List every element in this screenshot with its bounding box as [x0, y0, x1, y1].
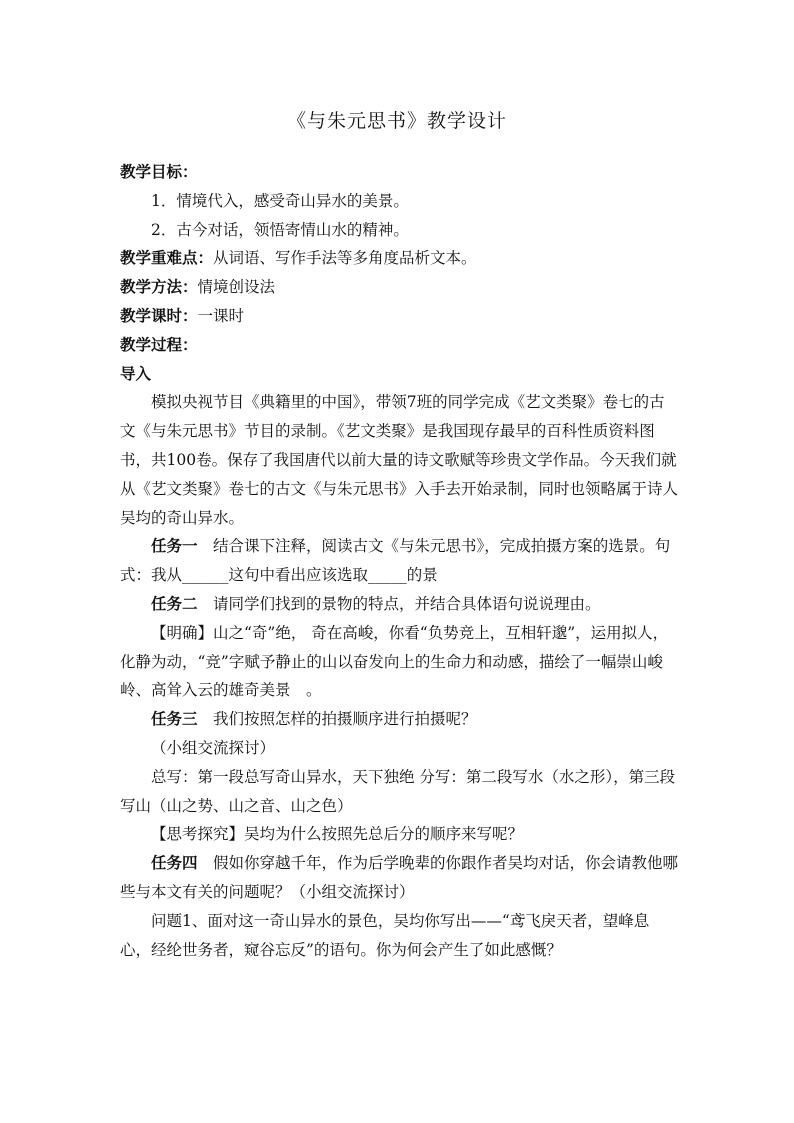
difficulty-line: [120, 244, 680, 273]
intro-paragraph: 模拟央视节目《典籍里的中国》，带领7班的同学完成《艺文类聚》卷七的古文《与朱元思书》节目的录制。《艺文类聚》是我国现存最早的百科性质资料图书，共100卷。保存了我国唐代以前大量的诗文歌赋等珍贵文学作品。今天我们就从《艺文类聚》卷七的古文《与朱元思书》入手去开始录制，同时也领略属于诗人吴均的奇山异水。: [120, 393, 679, 527]
clarify-paragraph: 【明确】山之“奇”绝， 奇在高峻，你看“负势竞上，互相轩邈”，运用拟人，化静为动，“竞”字赋予静止的山以奋发向上的生命力和动感，描绘了一幅崇山峻岭、高耸入云的雄奇美景 。: [120, 623, 669, 700]
hours-line: [120, 302, 680, 331]
page-title: 《与朱元思书》教学设计: [286, 110, 507, 132]
explore-paragraph: 【思考探究】吴均为什么按照先总后分的顺序来写呢？: [151, 825, 524, 844]
document-body: [120, 158, 680, 964]
task3-paragraph: [120, 705, 680, 734]
hours-label: 教学课时：: [120, 305, 198, 325]
task4-text: 假如你穿越千年，作为后学晚辈的你跟作者吴均对话，你会请教他哪些与本文有关的问题呢？（小组交流探讨）: [120, 854, 679, 901]
hours-text: 一课时: [197, 306, 245, 325]
task1-label: 任务一: [151, 536, 198, 556]
method-text: 情境创设法: [197, 278, 276, 297]
method-line: [120, 273, 680, 302]
task2-label: 任务二: [151, 593, 198, 613]
task1-paragraph: [120, 532, 680, 590]
objectives-heading: 教学目标：: [120, 162, 198, 181]
process-heading: 教学过程：: [120, 334, 198, 354]
difficulty-label: 教学重难点：: [120, 248, 214, 268]
intro-heading: 导入: [120, 363, 152, 383]
task4-paragraph: [120, 849, 680, 907]
task1-text: 结合课下注释，阅读古文《与朱元思书》，完成拍摄方案的选景。句式：我从______这句中看出应该选取_____的景: [120, 537, 671, 585]
task3-label: 任务三: [151, 709, 198, 729]
group-discussion-note: （小组交流探讨）: [151, 738, 276, 757]
task3-text: 我们按照怎样的拍摄顺序进行拍摄呢？: [197, 710, 477, 729]
difficulty-text: 从词语、写作手法等多角度品析文本。: [213, 249, 477, 268]
objective-item: 1．情境代入，感受奇山异水的美景。: [151, 191, 409, 210]
structure-paragraph: 总写：第一段总写奇山异水，天下独绝 分写：第二段写水（水之形），第三段写山（山之势、山之音、山之色）: [120, 767, 676, 815]
task2-text: 请同学们找到的景物的特点，并结合具体语句说说理由。: [197, 594, 601, 613]
method-label: 教学方法：: [120, 277, 198, 297]
objective-item: 2．古今对话，领悟寄情山水的精神。: [151, 220, 409, 239]
task4-label: 任务四: [151, 853, 198, 873]
task2-paragraph: [120, 590, 680, 619]
question1-paragraph: 问题1、面对这一奇山异水的景色，吴均你写出——“鸢飞戾天者，望峰息心，经纶世务者，窥谷忘反”的语句。你为何会产生了如此感慨？: [120, 911, 650, 959]
